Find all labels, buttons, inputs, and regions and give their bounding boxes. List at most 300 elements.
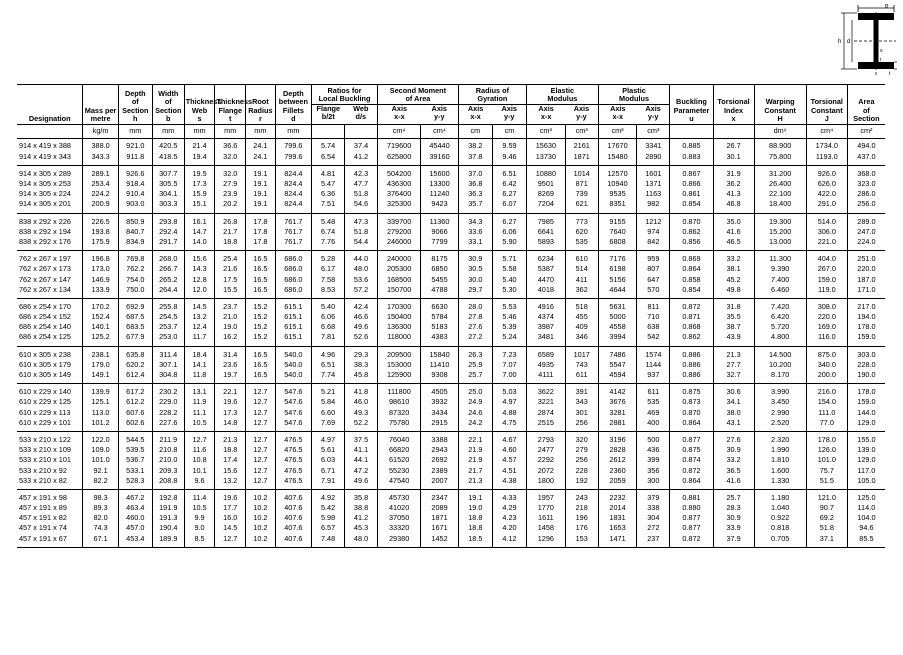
diagram-label-d: d xyxy=(847,39,851,45)
value-cell: 871 xyxy=(565,179,598,189)
table-row xyxy=(17,264,885,274)
value-cell: 256.0 xyxy=(847,200,885,210)
value-cell: 910.4 xyxy=(118,189,152,199)
value-cell: 15.5 xyxy=(215,285,246,295)
value-cell: 17.3 xyxy=(184,179,215,189)
section-properties-table xyxy=(17,84,885,548)
value-cell: 32.0 xyxy=(215,169,246,179)
value-cell: 0.705 xyxy=(754,534,806,544)
value-cell: 129.0 xyxy=(847,418,885,428)
unit-cell: mm xyxy=(215,124,246,138)
header-text: between xyxy=(278,97,308,107)
value-cell: 621 xyxy=(565,200,598,210)
value-cell: 7.81 xyxy=(312,333,345,343)
value-cell: 407.6 xyxy=(275,524,311,534)
table-row xyxy=(17,152,885,162)
value-cell: 10.200 xyxy=(754,360,806,370)
value-cell: 45.3 xyxy=(345,524,378,534)
value-cell: 4.96 xyxy=(312,350,345,360)
value-cell: 12.7 xyxy=(184,435,215,445)
spacer-cell xyxy=(17,544,83,548)
value-cell: 4374 xyxy=(527,312,566,322)
value-cell: 268.0 xyxy=(152,254,184,264)
table-row xyxy=(17,455,885,465)
unit-cell: cm xyxy=(458,124,492,138)
header-text: h xyxy=(133,114,138,124)
value-cell: 14.7 xyxy=(184,227,215,237)
table-row xyxy=(17,350,885,360)
value-cell: 267.0 xyxy=(806,264,847,274)
value-cell: 15630 xyxy=(527,142,566,152)
value-cell: 101.0 xyxy=(806,455,847,465)
value-cell: 6.420 xyxy=(754,312,806,322)
value-cell: 0.877 xyxy=(670,513,713,523)
value-cell: 762.2 xyxy=(118,264,152,274)
spacer-cell xyxy=(378,544,421,548)
header-text: Section xyxy=(853,114,880,124)
designation-cell: 533 x 210 x 82 xyxy=(19,475,67,485)
value-cell: 325300 xyxy=(378,200,421,210)
designation-cell: 686 x 254 x 125 xyxy=(19,332,71,342)
value-cell: 279 xyxy=(565,445,598,455)
header-text: Constant xyxy=(764,105,796,115)
table-row xyxy=(17,418,885,428)
value-cell: 21.3 xyxy=(215,435,246,445)
value-cell: 179.0 xyxy=(83,360,118,370)
value-cell: 22.1 xyxy=(458,435,492,445)
value-cell: 21.9 xyxy=(458,455,492,465)
value-cell: 2881 xyxy=(598,418,637,428)
value-cell: 149.1 xyxy=(83,370,118,380)
value-cell: 5.720 xyxy=(754,322,806,332)
value-cell: 307.7 xyxy=(152,169,184,179)
value-cell: 52.6 xyxy=(345,333,378,343)
value-cell: 625800 xyxy=(378,152,421,162)
value-cell: 5387 xyxy=(527,264,566,274)
value-cell: 38.1 xyxy=(713,264,754,274)
value-cell: 9.390 xyxy=(754,264,806,274)
value-cell: 19.6 xyxy=(215,493,246,503)
value-cell: 1574 xyxy=(637,350,670,360)
value-cell: 9.6 xyxy=(184,476,215,486)
value-cell: 45730 xyxy=(378,493,421,503)
value-cell: 52.2 xyxy=(345,418,378,428)
table-row xyxy=(17,312,885,322)
value-cell: 8.170 xyxy=(754,370,806,380)
value-cell: 41.2 xyxy=(345,152,378,162)
value-cell: 152.4 xyxy=(83,312,118,322)
value-cell: 4644 xyxy=(598,285,637,295)
value-cell: 24.1 xyxy=(246,142,276,152)
spacer-cell xyxy=(345,544,378,548)
value-cell: 467.2 xyxy=(118,493,152,503)
value-cell: 0.883 xyxy=(670,152,713,162)
table-row xyxy=(17,493,885,503)
value-cell: 323.0 xyxy=(847,179,885,189)
value-cell: 7.69 xyxy=(312,418,345,428)
value-cell: 687.5 xyxy=(118,312,152,322)
value-cell: 547.6 xyxy=(275,408,311,418)
value-cell: 647 xyxy=(637,275,670,285)
column-header xyxy=(458,104,492,124)
value-cell: 30.9 xyxy=(458,254,492,264)
value-cell: 19.1 xyxy=(246,169,276,179)
value-cell: 307.1 xyxy=(152,360,184,370)
table-row xyxy=(17,237,885,247)
value-cell: 125900 xyxy=(378,370,421,380)
value-cell: 17.8 xyxy=(246,227,276,237)
value-cell: 3196 xyxy=(598,435,637,445)
value-cell: 230.2 xyxy=(152,387,184,397)
value-cell: 535 xyxy=(565,237,598,247)
value-cell: 339700 xyxy=(378,217,421,227)
value-cell: 101.2 xyxy=(83,418,118,428)
value-cell: 10.8 xyxy=(184,455,215,465)
header-text: Elastic xyxy=(550,86,575,95)
header-text: y-y xyxy=(503,112,515,122)
value-cell: 407.6 xyxy=(275,503,311,513)
designation-cell: 838 x 292 x 194 xyxy=(19,226,71,236)
value-cell: 6.27 xyxy=(492,217,526,227)
value-cell: 21.3 xyxy=(458,476,492,486)
spacer-cell xyxy=(806,544,847,548)
table-row xyxy=(17,360,885,370)
value-cell: 4.51 xyxy=(492,466,526,476)
group-spacer xyxy=(17,544,885,548)
value-cell: 2793 xyxy=(527,435,566,445)
header-text: Section xyxy=(155,105,182,115)
column-header xyxy=(527,104,566,124)
value-cell: 12.7 xyxy=(215,534,246,544)
header-text: Area xyxy=(858,97,875,107)
value-cell: 15.2 xyxy=(246,312,276,322)
value-cell: 46.0 xyxy=(345,398,378,408)
value-cell: 49.6 xyxy=(345,322,378,332)
value-cell: 4558 xyxy=(598,322,637,332)
value-cell: 12.4 xyxy=(184,322,215,332)
designation-cell: 610 x 229 x 113 xyxy=(19,407,71,417)
value-cell: 15480 xyxy=(598,152,637,162)
header-text: Local Buckling xyxy=(318,94,371,104)
value-cell: 26.7 xyxy=(713,142,754,152)
table-row xyxy=(17,227,885,237)
value-cell: 205300 xyxy=(378,264,421,274)
value-cell: 18.5 xyxy=(458,534,492,544)
header-text: Torsional xyxy=(810,97,843,107)
spacer-cell xyxy=(754,544,806,548)
value-cell: 2612 xyxy=(598,455,637,465)
value-cell: 229.0 xyxy=(152,398,184,408)
value-cell: 615.1 xyxy=(275,333,311,343)
value-cell: 19.5 xyxy=(184,169,215,179)
value-cell: 982 xyxy=(637,200,670,210)
value-cell: 1.180 xyxy=(754,493,806,503)
value-cell: 0.854 xyxy=(670,285,713,295)
value-cell: 286.0 xyxy=(847,189,885,199)
value-cell: 6808 xyxy=(598,237,637,247)
designation-cell: 610 x 305 x 238 xyxy=(19,349,71,359)
value-cell: 125.0 xyxy=(847,493,885,503)
value-cell: 974 xyxy=(637,227,670,237)
value-cell: 754.0 xyxy=(118,275,152,285)
value-cell: 356 xyxy=(637,466,670,476)
designation-cell: 457 x 191 x 89 xyxy=(19,503,67,513)
value-cell: 54.4 xyxy=(345,237,378,247)
value-cell: 457.0 xyxy=(118,524,152,534)
value-cell: 343 xyxy=(565,398,598,408)
table-row xyxy=(17,370,885,380)
unit-cell: mm xyxy=(152,124,184,138)
value-cell: 14.3 xyxy=(184,264,215,274)
value-cell: 11.7 xyxy=(184,333,215,343)
unit-cell: cm⁴ xyxy=(806,124,847,138)
value-cell: 5631 xyxy=(598,302,637,312)
value-cell: 418.5 xyxy=(152,152,184,162)
designation-cell: 838 x 292 x 226 xyxy=(19,216,71,226)
header-text: Torsional xyxy=(717,97,750,107)
value-cell: 37.9 xyxy=(713,534,754,544)
value-cell: 243 xyxy=(565,493,598,503)
value-cell: 411 xyxy=(565,275,598,285)
value-cell: 153000 xyxy=(378,360,421,370)
value-cell: 547.6 xyxy=(275,418,311,428)
value-cell: 190.4 xyxy=(152,524,184,534)
value-cell: 533.1 xyxy=(118,466,152,476)
value-cell: 5.58 xyxy=(492,264,526,274)
value-cell: 256 xyxy=(565,418,598,428)
value-cell: 4505 xyxy=(421,387,459,397)
value-cell: 211.9 xyxy=(152,435,184,445)
value-cell: 47.7 xyxy=(345,179,378,189)
value-cell: 191.9 xyxy=(152,503,184,513)
spacer-cell xyxy=(83,544,118,548)
value-cell: 35.5 xyxy=(713,312,754,322)
value-cell: 338 xyxy=(637,503,670,513)
value-cell: 23.7 xyxy=(215,302,246,312)
value-cell: 45.2 xyxy=(713,275,754,285)
value-cell: 255.8 xyxy=(152,302,184,312)
table-row xyxy=(17,275,885,285)
header-text: b/2t xyxy=(321,112,335,122)
value-cell: 15600 xyxy=(421,169,459,179)
value-cell: 9.46 xyxy=(492,152,526,162)
header-text: Flange xyxy=(218,105,242,115)
value-cell: 4935 xyxy=(527,360,566,370)
value-cell: 3221 xyxy=(527,398,566,408)
value-cell: 150700 xyxy=(378,285,421,295)
value-cell: 340.0 xyxy=(806,360,847,370)
value-cell: 10.2 xyxy=(246,503,276,513)
value-cell: 265.2 xyxy=(152,275,184,285)
header-text: Root xyxy=(252,97,269,107)
value-cell: 4.81 xyxy=(312,169,345,179)
value-cell: 615.1 xyxy=(275,322,311,332)
value-cell: 615.1 xyxy=(275,302,311,312)
value-cell: 11410 xyxy=(421,360,459,370)
header-text: Warping xyxy=(765,97,795,107)
value-cell: 303.3 xyxy=(152,200,184,210)
value-cell: 3341 xyxy=(637,142,670,152)
column-header xyxy=(492,104,526,124)
group-header xyxy=(312,85,378,105)
value-cell: 807 xyxy=(637,264,670,274)
value-cell: 1611 xyxy=(527,513,566,523)
value-cell: 19.6 xyxy=(215,398,246,408)
value-cell: 153 xyxy=(565,534,598,544)
designation-cell: 762 x 267 x 134 xyxy=(19,284,71,294)
value-cell: 6.07 xyxy=(492,200,526,210)
value-cell: 2232 xyxy=(598,493,637,503)
value-cell: 154.0 xyxy=(806,398,847,408)
designation-cell: 686 x 254 x 152 xyxy=(19,312,71,322)
value-cell: 218 xyxy=(565,503,598,513)
value-cell: 750.0 xyxy=(118,285,152,295)
value-cell: 12.7 xyxy=(246,398,276,408)
value-cell: 3932 xyxy=(421,398,459,408)
value-cell: 500 xyxy=(637,435,670,445)
value-cell: 170300 xyxy=(378,302,421,312)
value-cell: 773 xyxy=(565,217,598,227)
value-cell: 959 xyxy=(637,254,670,264)
value-cell: 4.12 xyxy=(492,534,526,544)
value-cell: 842 xyxy=(637,237,670,247)
table-row xyxy=(17,476,885,486)
value-cell: 4142 xyxy=(598,387,637,397)
value-cell: 139.9 xyxy=(83,387,118,397)
value-cell: 0.875 xyxy=(670,387,713,397)
value-cell: 0.886 xyxy=(670,370,713,380)
value-cell: 10.2 xyxy=(246,493,276,503)
value-cell: 13.000 xyxy=(754,237,806,247)
value-cell: 610 xyxy=(565,254,598,264)
unit-cell xyxy=(17,124,83,138)
value-cell: 31.8 xyxy=(713,302,754,312)
value-cell: 921.0 xyxy=(118,142,152,152)
value-cell: 710 xyxy=(637,312,670,322)
value-cell: 7985 xyxy=(527,217,566,227)
value-cell: 27.9 xyxy=(215,179,246,189)
value-cell: 8.53 xyxy=(312,285,345,295)
designation-cell: 914 x 305 x 224 xyxy=(19,189,71,199)
unit-cell: cm³ xyxy=(637,124,670,138)
header-text: Gyration xyxy=(477,94,508,104)
value-cell: 617.2 xyxy=(118,387,152,397)
value-cell: 1831 xyxy=(598,513,637,523)
value-cell: 90.7 xyxy=(806,503,847,513)
designation-cell: 533 x 210 x 101 xyxy=(19,455,71,465)
value-cell: 0.873 xyxy=(670,398,713,408)
value-cell: 14.5 xyxy=(184,302,215,312)
value-cell: 168500 xyxy=(378,275,421,285)
table-row xyxy=(17,169,885,179)
group-header xyxy=(458,85,526,105)
value-cell: 19.1 xyxy=(458,493,492,503)
table-row xyxy=(17,179,885,189)
value-cell: 926.6 xyxy=(118,169,152,179)
value-cell: 719600 xyxy=(378,142,421,152)
value-cell: 129.0 xyxy=(847,455,885,465)
value-cell: 11.4 xyxy=(184,493,215,503)
value-cell: 42.3 xyxy=(345,169,378,179)
value-cell: 2.520 xyxy=(754,418,806,428)
value-cell: 686.0 xyxy=(275,264,311,274)
value-cell: 39160 xyxy=(421,152,459,162)
value-cell: 41.1 xyxy=(345,445,378,455)
value-cell: 686.0 xyxy=(275,254,311,264)
value-cell: 422.0 xyxy=(806,189,847,199)
header-text: Axis xyxy=(645,103,661,113)
value-cell: 18.8 xyxy=(458,524,492,534)
value-cell: 35.7 xyxy=(458,200,492,210)
value-cell: 18.400 xyxy=(754,200,806,210)
value-cell: 16.5 xyxy=(246,275,276,285)
value-cell: 5.98 xyxy=(312,513,345,523)
value-cell: 121.0 xyxy=(806,493,847,503)
value-cell: 15.2 xyxy=(246,302,276,312)
value-cell: 13730 xyxy=(527,152,566,162)
value-cell: 2161 xyxy=(565,142,598,152)
value-cell: 311.4 xyxy=(152,350,184,360)
value-cell: 15.9 xyxy=(184,189,215,199)
value-cell: 379 xyxy=(637,493,670,503)
value-cell: 0.864 xyxy=(670,476,713,486)
value-cell: 540.0 xyxy=(275,360,311,370)
table-row xyxy=(17,466,885,476)
value-cell: 10.5 xyxy=(184,503,215,513)
value-cell: 159.0 xyxy=(806,275,847,285)
value-cell: 49.3 xyxy=(345,408,378,418)
value-cell: 0.881 xyxy=(670,493,713,503)
value-cell: 200.0 xyxy=(806,370,847,380)
value-cell: 17.8 xyxy=(246,217,276,227)
unit-cell: mm xyxy=(275,124,311,138)
value-cell: 98610 xyxy=(378,398,421,408)
column-header xyxy=(17,85,83,125)
value-cell: 7.51 xyxy=(312,200,345,210)
table-row xyxy=(17,513,885,523)
value-cell: 116.0 xyxy=(806,333,847,343)
value-cell: 0.870 xyxy=(670,408,713,418)
value-cell: 25.0 xyxy=(458,387,492,397)
value-cell: 31.4 xyxy=(215,350,246,360)
value-cell: 4.75 xyxy=(492,418,526,428)
value-cell: 12.7 xyxy=(246,387,276,397)
value-cell: 0.922 xyxy=(754,513,806,523)
value-cell: 27.8 xyxy=(458,312,492,322)
spacer-cell xyxy=(215,544,246,548)
value-cell: 1.040 xyxy=(754,503,806,513)
column-header xyxy=(345,104,378,124)
value-cell: 44.1 xyxy=(345,455,378,465)
value-cell: 221.0 xyxy=(806,237,847,247)
value-cell: 43.9 xyxy=(713,333,754,343)
value-cell: 409 xyxy=(565,322,598,332)
value-cell: 92.1 xyxy=(83,466,118,476)
value-cell: 9.9 xyxy=(184,513,215,523)
value-cell: 26.400 xyxy=(754,179,806,189)
value-cell: 36.5 xyxy=(713,466,754,476)
value-cell: 686.0 xyxy=(275,285,311,295)
value-cell: 85.5 xyxy=(847,534,885,544)
value-cell: 111800 xyxy=(378,387,421,397)
value-cell: 14.8 xyxy=(215,418,246,428)
value-cell: 10.2 xyxy=(246,534,276,544)
value-cell: 31.9 xyxy=(713,169,754,179)
value-cell: 1601 xyxy=(637,169,670,179)
value-cell: 7.07 xyxy=(492,360,526,370)
header-text: J xyxy=(824,114,829,124)
value-cell: 1.330 xyxy=(754,476,806,486)
